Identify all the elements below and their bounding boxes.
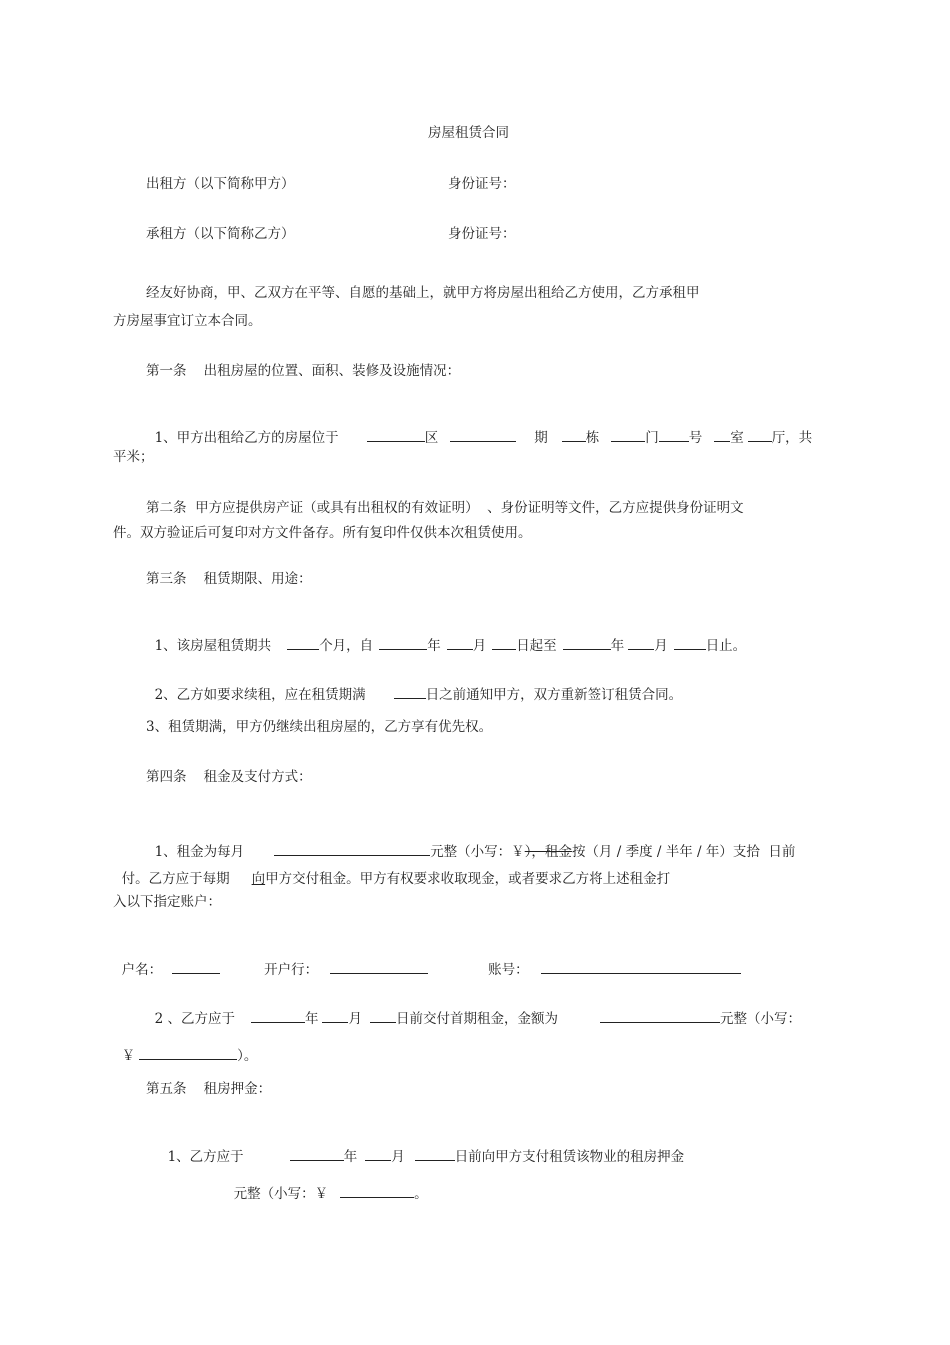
blank-start-year[interactable] — [379, 636, 427, 650]
clause-text: 日止。 — [705, 638, 747, 654]
blank-notice-days[interactable] — [394, 685, 426, 699]
clause-text: 月 — [348, 1011, 362, 1027]
article-1-heading: 第一条 出租房屋的位置、面积、装修及设施情况： — [146, 363, 461, 379]
clause-text: 号 — [688, 430, 703, 446]
lessee-label: 承租方（以下简称乙方） — [146, 226, 295, 242]
clause-text: 1、乙方应于 — [167, 1149, 244, 1165]
blank-end-year[interactable] — [563, 636, 611, 650]
blank-first-amount[interactable] — [600, 1009, 720, 1023]
blank-number[interactable] — [659, 428, 689, 442]
clause-text: 月 — [391, 1149, 405, 1165]
article-1-clause-1 — [146, 412, 812, 446]
clause-text: 付。乙方应于每期 — [121, 871, 230, 887]
clause-text: 。 — [414, 1186, 428, 1202]
document-title: 房屋租赁合同 — [428, 125, 509, 141]
blank-account-number[interactable] — [541, 960, 741, 974]
clause-text: 年 — [304, 1011, 319, 1027]
article-4-clause-2-line-1 — [146, 993, 801, 1027]
blank-bank[interactable] — [330, 960, 428, 974]
article-5-clause-1-line-1 — [159, 1131, 684, 1165]
blank-room[interactable] — [714, 428, 730, 442]
clause-text: 栋 — [585, 430, 600, 446]
intro-line-2: 方房屋事宜订立本合同。 — [113, 313, 262, 329]
article-2-line-1: 第二条 甲方应提供房产证（或具有出租权的有效证明） 、身份证明等文件，乙方应提供身份证明文 — [146, 500, 744, 516]
clause-text: 1、租金为每月 — [154, 844, 245, 860]
article-3-clause-1 — [146, 620, 746, 654]
blank-deposit-day[interactable] — [415, 1147, 455, 1161]
blank-months[interactable] — [287, 636, 319, 650]
blank-end-day[interactable] — [674, 636, 706, 650]
clause-text: 月 — [472, 638, 487, 654]
blank-first-amount-numeric[interactable] — [139, 1046, 237, 1060]
blank-account-name[interactable] — [172, 960, 220, 974]
clause-text: 期 — [534, 430, 548, 446]
account-row — [113, 944, 741, 978]
clause-text: 日前交付首期租金，金额为 — [395, 1011, 558, 1027]
blank-first-month[interactable] — [322, 1009, 348, 1023]
clause-text: ￥ — [121, 1048, 136, 1064]
account-number-label: 账号： — [488, 962, 529, 978]
clause-text: ），租金 — [524, 844, 572, 860]
blank-deposit-month[interactable] — [365, 1147, 391, 1161]
article-4-clause-1-line-3: 入以下指定账户： — [113, 894, 221, 910]
clause-text: 年 — [610, 638, 625, 654]
clause-text: 个月，自 — [319, 638, 374, 654]
bank-label: 开户行： — [264, 962, 319, 978]
clause-text: 日之前通知甲方，双方重新签订租赁合同。 — [425, 687, 683, 703]
article-4-clause-1-line-2 — [113, 855, 670, 887]
article-5-clause-1-line-2 — [225, 1168, 428, 1202]
lessor-label: 出租方（以下简称甲方） — [146, 176, 295, 192]
blank-district[interactable] — [367, 428, 425, 442]
article-3-clause-2 — [146, 669, 682, 703]
lessor-id-label: 身份证号： — [448, 176, 516, 192]
blank-building[interactable] — [562, 428, 586, 442]
account-name-label: 户名： — [121, 962, 163, 978]
article-5-heading: 第五条 租房押金： — [146, 1081, 272, 1097]
clause-text: 区 — [424, 430, 439, 446]
clause-text: 2 、乙方应于 — [154, 1011, 235, 1027]
intro-line-1: 经友好协商，甲、乙双方在平等、自愿的基础上，就甲方将房屋出租给乙方使用，乙方承租甲 — [146, 285, 700, 301]
blank-unit[interactable] — [611, 428, 645, 442]
clause-text: 室 — [730, 430, 744, 446]
clause-text: 元整（小写： — [719, 1011, 801, 1027]
article-3-heading: 第三条 租赁期限、用途： — [146, 571, 312, 587]
clause-text: 日前向甲方支付租赁该物业的租房押金 — [454, 1149, 685, 1165]
clause-text: 日起至 — [516, 638, 557, 654]
clause-text: 元整（小写：￥ — [233, 1186, 329, 1202]
clause-text: 厅，共 — [771, 430, 813, 446]
clause-text: 甲方交付租金。甲方有权要求收取现金，或者要求乙方将上述租金打 — [265, 871, 671, 887]
clause-text: ）。 — [237, 1048, 258, 1064]
blank-monthly-rent[interactable] — [274, 842, 430, 856]
blank-end-month[interactable] — [628, 636, 654, 650]
clause-text: 年 — [343, 1149, 358, 1165]
clause-text: 向 — [251, 871, 266, 887]
article-4-clause-2-line-2 — [113, 1030, 257, 1064]
clause-text: 年 — [427, 638, 441, 654]
blank-hall[interactable] — [748, 428, 772, 442]
clause-text: 门 — [645, 430, 659, 446]
article-4-heading: 第四条 租金及支付方式： — [146, 769, 312, 785]
article-2-line-2: 件。双方验证后可复印对方文件备存。所有复印件仅供本次租赁使用。 — [113, 525, 532, 541]
blank-start-day[interactable] — [492, 636, 516, 650]
blank-phase[interactable] — [450, 428, 516, 442]
clause-text: 按（月 / 季度 / 半年 / 年）支拾 日前 — [571, 844, 796, 860]
lessee-id-label: 身份证号： — [448, 226, 516, 242]
blank-deposit-amount-numeric[interactable] — [340, 1184, 414, 1198]
clause-text: 2、乙方如要求续租，应在租赁期满 — [154, 687, 366, 703]
clause-text: 1、甲方出租给乙方的房屋位于 — [154, 430, 339, 446]
clause-text: 1、该房屋租赁期共 — [154, 638, 272, 654]
blank-deposit-year[interactable] — [290, 1147, 344, 1161]
blank-start-month[interactable] — [447, 636, 473, 650]
clause-text: 月 — [654, 638, 668, 654]
article-3-clause-3: 3、租赁期满，甲方仍继续出租房屋的，乙方享有优先权。 — [146, 719, 493, 735]
blank-first-day[interactable] — [370, 1009, 396, 1023]
article-1-area-unit: 平米； — [113, 449, 154, 465]
blank-first-year[interactable] — [251, 1009, 305, 1023]
clause-text: 元整（小写：￥ — [430, 844, 525, 860]
